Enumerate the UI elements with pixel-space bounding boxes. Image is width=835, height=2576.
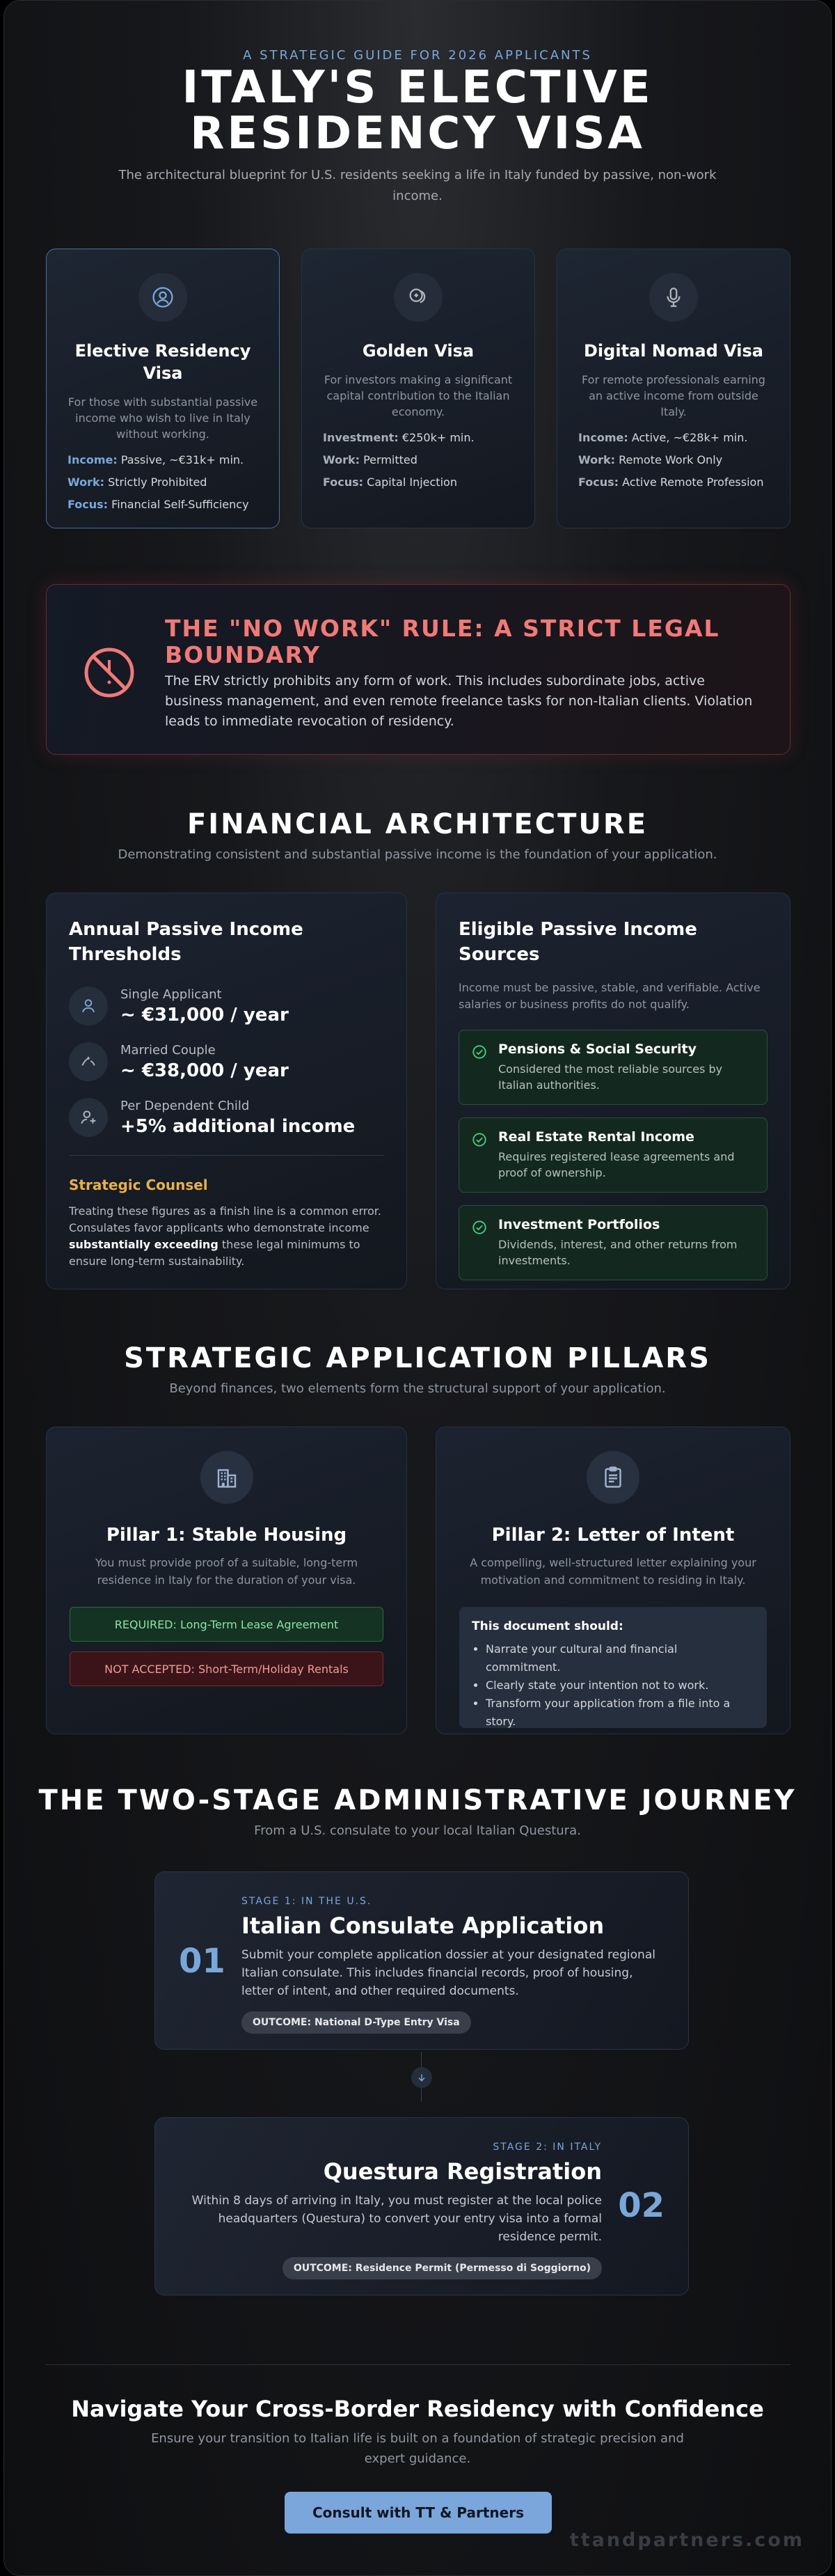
threshold-couple: Married Couple ~ €38,000 / year — [69, 1042, 384, 1081]
warning-title: THE "NO WORK" RULE: A STRICT LEGAL BOUNDARY — [165, 615, 720, 668]
source-item: Pensions & Social Security Considered the most reliable sources by Italian authorities. — [459, 1030, 768, 1105]
consult-button[interactable]: Consult with TT & Partners — [285, 2492, 552, 2534]
hero-title: ITALY'S ELECTIVE RESIDENCY VISA — [182, 62, 653, 159]
pillar-title: Pillar 2: Letter of Intent — [491, 1525, 735, 1546]
list-item: • Clearly state your intention not to work. — [486, 1676, 754, 1695]
financial-title: FINANCIAL ARCHITECTURE — [186, 808, 649, 840]
person-circle-icon — [138, 273, 187, 322]
stage-number: 02 — [618, 2186, 665, 2225]
clipboard-icon — [587, 1451, 639, 1504]
stage-number: 01 — [179, 1942, 225, 1981]
coins-icon — [394, 273, 443, 322]
divider — [69, 1155, 384, 1156]
pillar-description: A compelling, well-structured letter explaining your motivation and commitment to residing in Italy. — [470, 1556, 756, 1587]
pillar-letter — [436, 1427, 790, 1734]
visa-row: Work: Strictly Prohibited — [67, 476, 207, 489]
user-icon — [69, 987, 108, 1026]
visa-row: Focus: Capital Injection — [323, 476, 457, 489]
stage-title: Italian Consulate Application — [241, 1913, 605, 1939]
hero-eyebrow: A STRATEGIC GUIDE FOR 2026 APPLICANTS — [243, 48, 592, 63]
stage-outcome-badge: OUTCOME: Residence Permit (Permesso di Soggiorno) — [283, 2257, 602, 2279]
building-icon — [200, 1451, 253, 1504]
no-work-icon — [81, 645, 137, 700]
source-item: Real Estate Rental Income Requires registered lease agreements and proof of ownership. — [459, 1117, 768, 1193]
stage-kicker: STAGE 1: IN THE U.S. — [241, 1896, 372, 1907]
pillars-title: STRATEGIC APPLICATION PILLARS — [124, 1342, 711, 1374]
visa-description: For those with substantial passive income who wish to live in Italy without working. — [67, 395, 258, 441]
cta-title: Navigate Your Cross-Border Residency with Confidence — [71, 2396, 764, 2422]
arrow-down-icon — [411, 2067, 432, 2088]
brand-watermark: ttandpartners.com — [569, 2529, 804, 2551]
source-item: Investment Portfolios Dividends, interest, and other returns from investments. — [459, 1205, 768, 1280]
letter-checklist: This document should: • Narrate your cultural and financial commitment. • Clearly state your intention not to work. • Transform your application from a file into a story. — [459, 1607, 767, 1728]
visa-row: Work: Remote Work Only — [578, 453, 723, 466]
pillars-subtitle: Beyond finances, two elements form the structural support of your application. — [169, 1381, 666, 1396]
counsel-title: Strategic Counsel — [69, 1177, 208, 1193]
visa-description: For remote professionals earning an active income from outside Italy. — [582, 373, 765, 418]
thresholds-title: Annual Passive Income Thresholds — [69, 919, 303, 965]
stage-outcome-badge: OUTCOME: National D-Type Entry Visa — [241, 2011, 471, 2034]
check-circle-icon — [472, 1132, 487, 1147]
journey-subtitle: From a U.S. consulate to your local Italian Questura. — [254, 1823, 581, 1838]
hero-subtitle: The architectural blueprint for U.S. residents seeking a life in Italy funded by passive, non-work income. — [118, 168, 717, 203]
visa-title: Digital Nomad Visa — [584, 341, 763, 361]
visa-card-digital-nomad — [557, 249, 790, 528]
stage-title: Questura Registration — [323, 2158, 602, 2185]
thresholds-panel — [46, 893, 407, 1289]
sources-panel — [436, 893, 790, 1289]
threshold-child: Per Dependent Child +5% additional income — [69, 1098, 384, 1137]
visa-card-golden — [301, 249, 535, 528]
visa-row: Focus: Financial Self-Sufficiency — [67, 498, 249, 511]
visa-row: Income: Active, ~€28k+ min. — [578, 431, 748, 444]
visa-row: Investment: €250k+ min. — [323, 431, 475, 444]
check-circle-icon — [472, 1220, 487, 1235]
no-work-warning — [46, 584, 790, 755]
visa-title: Golden Visa — [362, 341, 475, 361]
stage-2-card — [154, 2117, 689, 2295]
infographic-page — [3, 0, 832, 2576]
pillar-description: You must provide proof of a suitable, long-term residence in Italy for the duration of your visa. — [95, 1556, 358, 1587]
divider — [46, 2364, 790, 2365]
cta-subtitle: Ensure your transition to Italian life is built on a foundation of strategic precision and expert guidance. — [151, 2431, 684, 2466]
check-circle-icon — [472, 1044, 487, 1060]
financial-subtitle: Demonstrating consistent and substantial passive income is the foundation of your application. — [118, 847, 717, 862]
pillar-housing — [46, 1427, 407, 1734]
pillar-title: Pillar 1: Stable Housing — [106, 1525, 347, 1546]
sources-title: Eligible Passive Income Sources — [459, 919, 697, 965]
warning-text: The ERV strictly prohibits any form of work. This includes subordinate jobs, active business management, and even remote freelance tasks for non-Italian clients. Violation leads to immediate revocation of residency. — [165, 673, 753, 729]
not-accepted-tag: NOT ACCEPTED: Short-Term/Holiday Rentals — [70, 1651, 383, 1686]
visa-title: Elective Residency Visa — [74, 341, 251, 383]
counsel-text: Treating these figures as a finish line is a common error. Consulates favor applicants who demonstrate income substantially exceeding these legal minimums to ensure long-term sustainability. — [69, 1204, 381, 1268]
journey-title: THE TWO-STAGE ADMINISTRATIVE JOURNEY — [38, 1784, 797, 1816]
visa-row: Focus: Active Remote Profession — [578, 476, 764, 489]
list-item: • Narrate your cultural and financial commitment. — [486, 1640, 754, 1676]
visa-card-elective — [46, 249, 280, 528]
stage-text: Within 8 days of arriving in Italy, you must register at the local police headquarters (Questura) to convert your entry visa into a formal residence permit. — [191, 2194, 602, 2244]
list-item: • Transform your application from a file into a story. — [486, 1695, 754, 1731]
required-tag: REQUIRED: Long-Term Lease Agreement — [70, 1607, 383, 1642]
sources-description: Income must be passive, stable, and verifiable. Active salaries or business profits do not qualify. — [459, 981, 761, 1011]
stage-1-card — [154, 1871, 689, 2050]
rings-icon — [69, 1042, 108, 1081]
user-plus-icon — [69, 1098, 108, 1137]
stage-kicker: STAGE 2: IN ITALY — [493, 2142, 602, 2153]
microphone-icon — [649, 273, 698, 322]
threshold-single: Single Applicant ~ €31,000 / year — [69, 987, 384, 1026]
stage-text: Submit your complete application dossier at your designated regional Italian consulate. This includes financial records, proof of housing, letter of intent, and other required documents. — [241, 1948, 655, 1998]
visa-description: For investors making a significant capital contribution to the Italian economy. — [324, 373, 513, 418]
visa-row: Work: Permitted — [323, 453, 418, 466]
visa-row: Income: Passive, ~€31k+ min. — [67, 453, 244, 466]
